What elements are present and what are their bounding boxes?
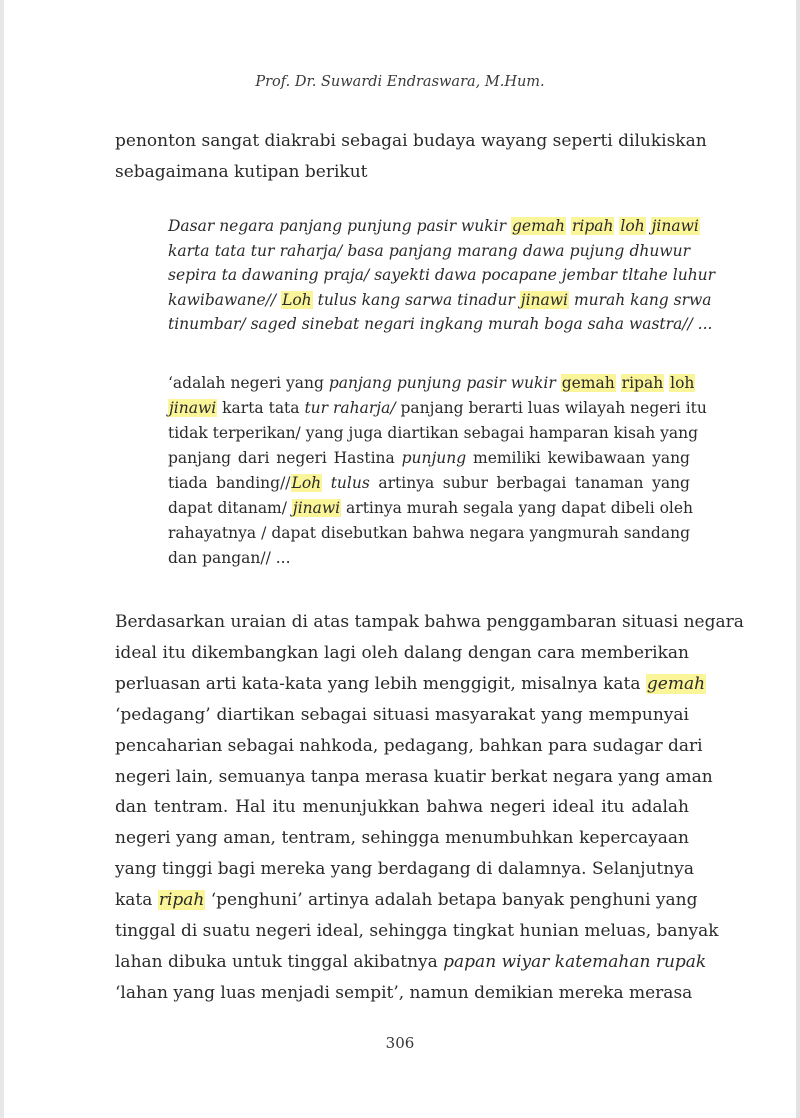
- text-line: lahan dibuka untuk tinggal akibatnya papan wiyar katemahan rupak: [115, 951, 707, 972]
- page-edge-right: [796, 0, 800, 1118]
- page-number: 306: [385, 1034, 415, 1052]
- text-line: karta tata tur raharja/ basa panjang marang dawa pujung dhuwur: [168, 241, 690, 260]
- text-line: ‘pedagang’ diartikan sebagai situasi masyarakat yang mempunyai: [115, 704, 689, 725]
- highlight: Loh: [282, 290, 312, 309]
- javanese-quotation: [168, 214, 716, 337]
- text-line: sepira ta dawaning praja/ sayekti dawa pocapane jembar tltahe luhur: [168, 266, 716, 284]
- text-line: Dasar negara panjang punjung pasir wukir gemah ripah loh jinawi: [168, 217, 699, 235]
- text-line: tidak terperikan/ yang juga diartikan sebagai hamparan kisah yang: [168, 424, 699, 442]
- text-line: tinggal di suatu negeri ideal, sehingga tingkat hunian meluas, banyak: [115, 921, 719, 942]
- translation-quotation: [168, 371, 707, 571]
- highlight: gemah: [646, 673, 706, 694]
- highlight: jinawi: [520, 290, 569, 309]
- text-line: Berdasarkan uraian di atas tampak bahwa penggambaran situasi negara: [115, 612, 744, 632]
- highlight: Loh: [291, 474, 322, 492]
- text-line: rahayatnya / dapat disebutkan bahwa negara yangmurah sandang: [168, 524, 690, 542]
- text-line: jinawi karta tata tur raharja/ panjang berarti luas wilayah negeri itu: [169, 399, 707, 417]
- text-line: yang tinggi bagi mereka yang berdagang di dalamnya. Selanjutnya: [115, 859, 694, 880]
- text-line: negeri yang aman, tentram, sehingga menumbuhkan kepercayaan: [115, 828, 689, 849]
- highlight: loh: [670, 374, 695, 392]
- highlight: jinawi: [292, 499, 341, 517]
- highlight: gemah: [561, 374, 615, 392]
- text-line: pencaharian sebagai nahkoda, pedagang, bahkan para sudagar dari: [115, 735, 703, 756]
- body-paragraph: [115, 607, 744, 1009]
- text-line: negeri lain, semuanya tanpa merasa kuatir berkat negara yang aman: [115, 766, 713, 787]
- highlight: ripah: [621, 374, 664, 392]
- text-line: perluasan arti kata-kata yang lebih menggigit, misalnya kata gemah: [115, 673, 706, 694]
- text-line: ideal itu dikembangkan lagi oleh dalang dengan cara memberikan: [115, 642, 689, 663]
- text-line: sebagaimana kutipan berikut: [115, 162, 368, 182]
- highlight: jinawi: [169, 399, 217, 417]
- highlight: loh: [620, 217, 645, 235]
- text-line: kata ripah ‘penghuni’ artinya adalah betapa banyak penghuni yang: [115, 890, 698, 911]
- text-line: ‘lahan yang luas menjadi sempit’, namun demikian mereka merasa: [115, 982, 693, 1003]
- text-line: dan tentram. Hal itu menunjukkan bahwa negeri ideal itu adalah: [115, 797, 689, 818]
- text-line: panjang dari negeri Hastina punjung memiliki kewibawaan yang: [168, 449, 690, 467]
- highlight: jinawi: [651, 217, 699, 235]
- text-line: kawibawane// Loh tulus kang sarwa tinadur jinawi murah kang srwa: [168, 290, 712, 309]
- intro-paragraph: [115, 126, 707, 188]
- text-line: dapat ditanam/ jinawi artinya murah segala yang dapat dibeli oleh: [168, 499, 694, 517]
- running-header: Prof. Dr. Suwardi Endraswara, M.Hum.: [255, 74, 545, 90]
- text-line: ‘adalah negeri yang panjang punjung pasir wukir gemah ripah loh: [168, 374, 695, 392]
- highlight: ripah: [571, 217, 614, 235]
- highlight: ripah: [158, 890, 205, 911]
- text-line: tiada banding//Loh tulus artinya subur berbagai tanaman yang: [168, 474, 690, 492]
- text-line: tinumbar/ saged sinebat negari ingkang murah boga saha wastra// ...: [168, 315, 713, 333]
- text-line: dan pangan// ...: [168, 549, 291, 567]
- page-edge-left: [0, 0, 4, 1118]
- highlight: gemah: [511, 217, 566, 235]
- text-line: penonton sangat diakrabi sebagai budaya wayang seperti dilukiskan: [115, 131, 707, 151]
